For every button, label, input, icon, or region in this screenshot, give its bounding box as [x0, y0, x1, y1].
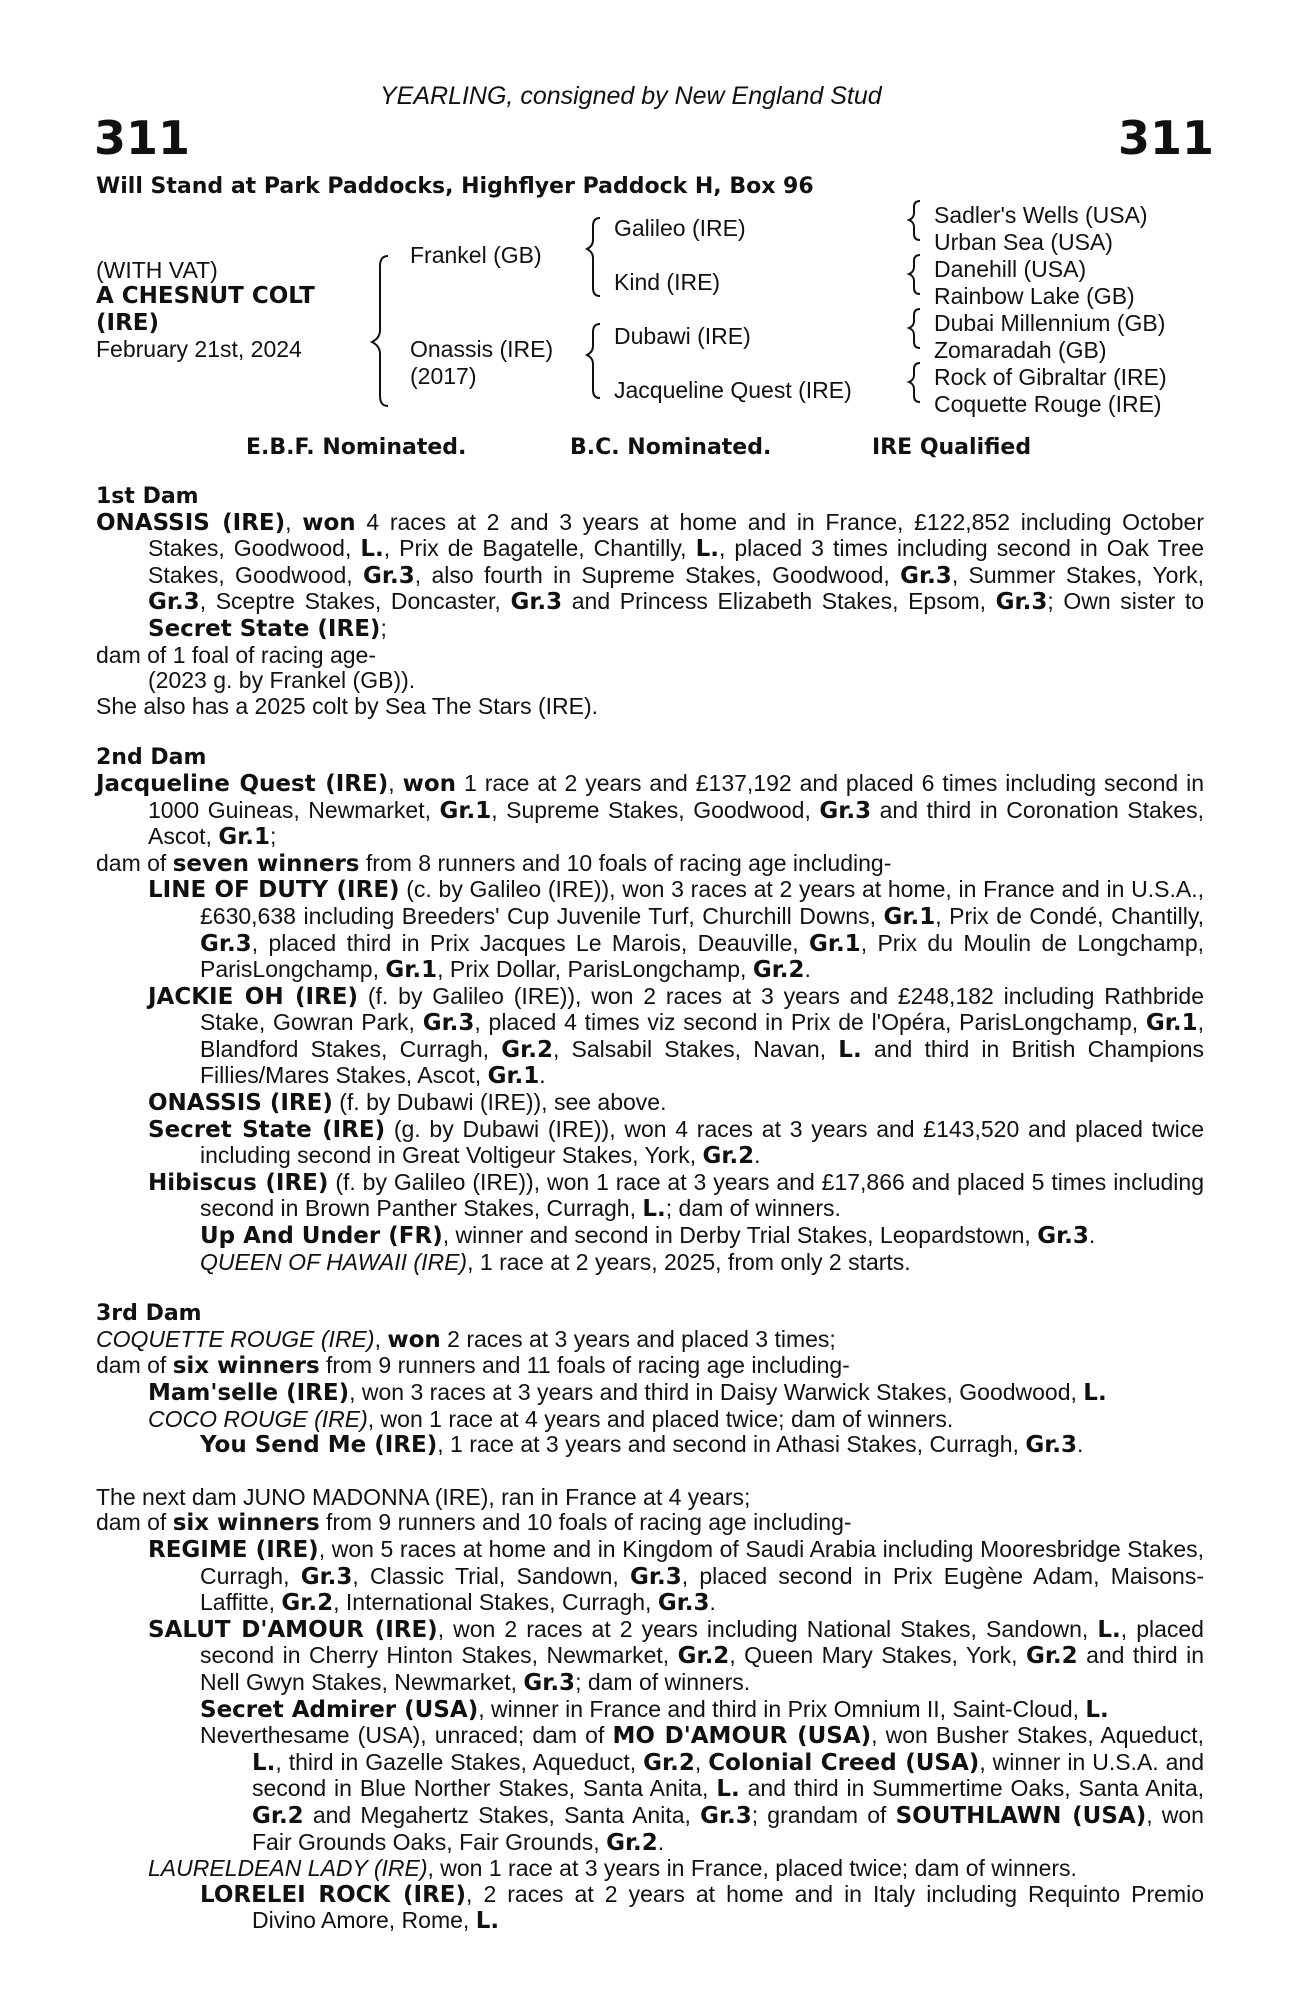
- sire: Frankel (GB): [410, 242, 542, 268]
- third-dam-heading: 3rd Dam: [96, 1301, 202, 1327]
- dam-dam: Jacqueline Quest (IRE): [614, 377, 852, 403]
- foaling-date: February 21st, 2024: [96, 336, 302, 362]
- g3-1: Sadler's Wells (USA): [934, 202, 1148, 228]
- first-dam-heading: 1st Dam: [96, 484, 199, 509]
- horse-name: A CHESNUT COLT: [96, 283, 315, 309]
- produce-onassis: ONASSIS (IRE) (f. by Dubawi (IRE)), see above.: [148, 1089, 667, 1117]
- bc-nominated: B.C. Nominated.: [570, 435, 772, 460]
- lot-number-right: 311: [1118, 111, 1215, 165]
- produce-secret-state: Secret State (IRE) (g. by Dubawi (IRE)), won 4 races at 3 years and £143,520 and placed twice including second in Great Voltigeur Stakes, York, Gr.2.: [148, 1115, 1204, 1170]
- sire-dam: Kind (IRE): [614, 269, 721, 295]
- g3-7: Rock of Gibraltar (IRE): [934, 364, 1167, 390]
- produce-secret-admirer: Secret Admirer (USA), winner in France and third in Prix Omnium II, Saint-Cloud, L.: [200, 1695, 1109, 1723]
- g3-8: Coquette Rouge (IRE): [934, 391, 1162, 417]
- first-dam-produce: dam of 1 foal of racing age-: [96, 641, 376, 668]
- dam-name: ONASSIS (IRE): [96, 509, 286, 536]
- next-dam-entry: The next dam JUNO MADONNA (IRE), ran in France at 4 years;: [96, 1483, 751, 1510]
- ire-qualified: IRE Qualified: [872, 435, 1032, 460]
- venue-line: Will Stand at Park Paddocks, Highflyer Paddock H, Box 96: [96, 174, 814, 199]
- brace-g1: [909, 201, 920, 240]
- second-dam-produce: dam of seven winners from 8 runners and 10 foals of racing age including-: [96, 849, 892, 877]
- produce-salut-damour: SALUT D'AMOUR (IRE), won 2 races at 2 years including National Stakes, Sandown, L., placed second in Cherry Hinton Stakes, Newmarket, Gr.2, Queen Mary Stakes, York, Gr.2 and third in Nell Gwyn Stakes, Newmarket, Gr.3; dam of winners.: [148, 1615, 1204, 1696]
- produce-neverthesame: Neverthesame (USA), unraced; dam of MO D'AMOUR (USA), won Busher Stakes, Aqueduct, L., third in Gazelle Stakes, Aqueduct, Gr.2, Colonial Creed (USA), winner in U.S.A. and second in Blue Norther Stakes, Santa Anita, L. and third in Summertime Oaks, Santa Anita, Gr.2 and Megahertz Stakes, Santa Anita, Gr.3; grandam of SOUTHLAWN (USA), won Fair Grounds Oaks, Fair Grounds, Gr.2.: [200, 1722, 1204, 1856]
- g3-5: Dubai Millennium (GB): [934, 310, 1166, 336]
- first-dam-note: She also has a 2025 colt by Sea The Stars (IRE).: [96, 692, 599, 719]
- brace-main: [372, 256, 388, 406]
- ebf-nominated: E.B.F. Nominated.: [246, 435, 467, 460]
- produce-line-of-duty: LINE OF DUTY (IRE) (c. by Galileo (IRE)), won 3 races at 2 years at home, in France and in U.S.A., £630,638 including Breeders' Cup Juvenile Turf, Churchill Downs, Gr.1, Prix de Condé, Chantilly, Gr.3, placed third in Prix Jacques Le Marois, Deauville, Gr.1, Prix du Moulin de Longchamp, ParisLongchamp, Gr.1, Prix Dollar, ParisLongchamp, Gr.2.: [148, 876, 1204, 984]
- brace-sire: [587, 218, 600, 296]
- dam-year: (2017): [410, 363, 477, 389]
- brace-dam: [587, 324, 600, 398]
- dam-sire: Dubawi (IRE): [614, 323, 751, 349]
- consignment-line: YEARLING, consigned by New England Stud: [380, 82, 882, 110]
- g3-4: Rainbow Lake (GB): [934, 283, 1135, 309]
- produce-queen-of-hawaii: QUEEN OF HAWAII (IRE), 1 race at 2 years, 2025, from only 2 starts.: [200, 1248, 911, 1275]
- produce-mamselle: Mam'selle (IRE), won 3 races at 3 years and third in Daisy Warwick Stakes, Goodwood, L.: [148, 1379, 1107, 1406]
- first-dam-foal: (2023 g. by Frankel (GB)).: [148, 667, 416, 694]
- dam: Onassis (IRE): [410, 336, 554, 362]
- g3-6: Zomaradah (GB): [934, 337, 1107, 363]
- lot-number-left: 311: [94, 111, 191, 165]
- brace-g3: [909, 309, 920, 348]
- third-dam-produce: dam of six winners from 9 runners and 11 foals of racing age including-: [96, 1352, 850, 1380]
- vat-label: (WITH VAT): [96, 257, 218, 283]
- g3-3: Danehill (USA): [934, 256, 1087, 282]
- produce-jackie-oh: JACKIE OH (IRE) (f. by Galileo (IRE)), won 2 races at 3 years and £248,182 including Rathbride Stake, Gowran Park, Gr.3, placed 4 times viz second in Prix de l'Opéra, ParisLongchamp, Gr.1, Blandford Stakes, Curragh, Gr.2, Salsabil Stakes, Navan, L. and third in British Champions Fillies/Mares Stakes, Ascot, Gr.1.: [148, 982, 1204, 1090]
- horse-origin: (IRE): [96, 310, 160, 336]
- g3-2: Urban Sea (USA): [934, 229, 1113, 255]
- third-dam-entry: COQUETTE ROUGE (IRE), won 2 races at 3 years and placed 3 times;: [96, 1325, 836, 1353]
- brace-g4: [909, 363, 920, 402]
- produce-up-and-under: Up And Under (FR), winner and second in Derby Trial Stakes, Leopardstown, Gr.3.: [200, 1222, 1096, 1250]
- second-dam-heading: 2nd Dam: [96, 745, 207, 771]
- produce-regime: REGIME (IRE), won 5 races at home and in Kingdom of Saudi Arabia including Mooresbridge Stakes, Curragh, Gr.3, Classic Trial, Sandown, Gr.3, placed second in Prix Eugène Adam, Maisons-Laffitte, Gr.2, International Stakes, Curragh, Gr.3.: [148, 1535, 1205, 1617]
- produce-laureldean-lady: LAURELDEAN LADY (IRE), won 1 race at 3 years in France, placed twice; dam of winners.: [148, 1855, 1077, 1882]
- second-dam-entry: Jacqueline Quest (IRE), won 1 race at 2 years and £137,192 and placed 6 times including second in 1000 Guineas, Newmarket, Gr.1, Supreme Stakes, Goodwood, Gr.3 and third in Coronation Stakes, Ascot, Gr.1;: [96, 769, 1205, 851]
- sire-sire: Galileo (IRE): [614, 215, 746, 241]
- produce-hibiscus: Hibiscus (IRE) (f. by Galileo (IRE)), won 1 race at 3 years and £17,866 and placed 5 times including second in Brown Panther Stakes, Curragh, L.; dam of winners.: [148, 1168, 1204, 1223]
- first-dam-entry: ONASSIS (IRE), won 4 races at 2 and 3 years at home and in France, £122,852 including October Stakes, Goodwood, L., Prix de Bagatelle, Chantilly, L., placed 3 times including second in Oak Tree Stakes, Goodwood, Gr.3, also fourth in Supreme Stakes, Goodwood, Gr.3, Summer Stakes, York, Gr.3, Sceptre Stakes, Doncaster, Gr.3 and Princess Elizabeth Stakes, Epsom, Gr.3; Own sister to Secret State (IRE);: [96, 508, 1205, 642]
- brace-g2: [909, 255, 920, 294]
- produce-you-send-me: You Send Me (IRE), 1 race at 3 years and second in Athasi Stakes, Curragh, Gr.3.: [200, 1431, 1084, 1459]
- catalogue-body: [96, 484, 1204, 1935]
- produce-coco-rouge: COCO ROUGE (IRE), won 1 race at 4 years and placed twice; dam of winners.: [148, 1405, 954, 1432]
- produce-lorelei-rock: LORELEI ROCK (IRE), 2 races at 2 years at home and in Italy including Requinto Premio Divino Amore, Rome, L.: [200, 1880, 1205, 1935]
- next-dam-produce: dam of six winners from 9 runners and 10 foals of racing age including-: [96, 1509, 852, 1537]
